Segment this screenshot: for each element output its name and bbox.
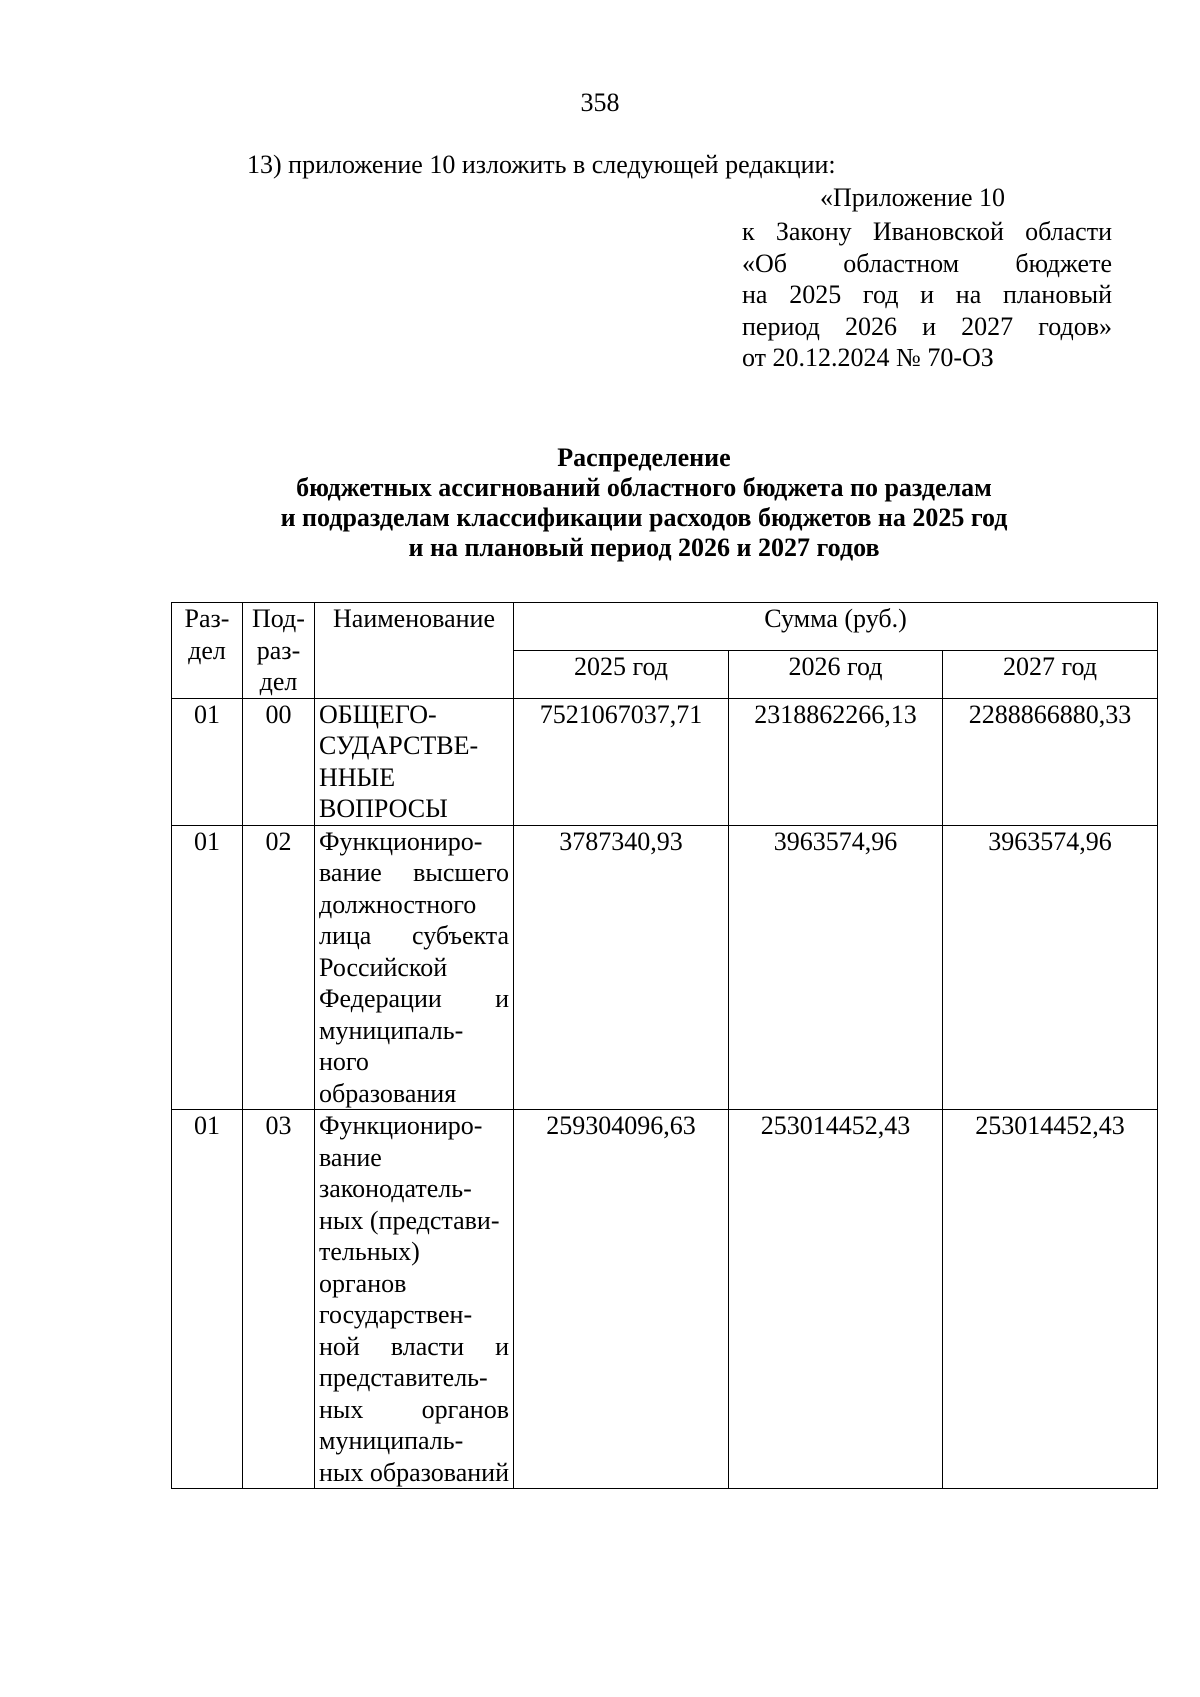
header-name: Наименование	[315, 603, 514, 699]
header-section: Раз- дел	[172, 603, 243, 699]
page-number: 358	[580, 88, 620, 117]
heading-line: Распределение	[557, 443, 731, 472]
appendix-reference	[742, 216, 1112, 374]
appendix-ref-line: период 2026 и 2027 годов»	[742, 311, 1112, 341]
appendix-ref-line: на 2025 год и на плановый	[742, 280, 1112, 309]
cell-amount-2026: 2318862266,13	[729, 698, 943, 825]
header-year-2027: 2027 год	[943, 650, 1158, 698]
appendix-ref-line: «Об областном бюджете	[742, 248, 1112, 278]
table-header-row	[172, 603, 1158, 651]
cell-amount-2025: 3787340,93	[514, 825, 729, 1110]
appendix-ref-line: к Закону Ивановской области	[742, 217, 1112, 246]
heading-line: и на плановый период 2026 и 2027 годов	[408, 533, 880, 562]
header-year-2026: 2026 год	[729, 650, 943, 698]
cell-amount-2026: 3963574,96	[729, 825, 943, 1110]
table-row	[172, 698, 1158, 825]
cell-name: ОБЩЕГО- СУДАРСТВЕ- ННЫЕ ВОПРОСЫ	[315, 698, 514, 825]
cell-amount-2027: 2288866880,33	[943, 698, 1158, 825]
cell-amount-2027: 253014452,43	[943, 1110, 1158, 1489]
header-year-2025: 2025 год	[514, 650, 729, 698]
budget-table	[171, 602, 1158, 1489]
cell-name: Функциониро- вание высшего должностного лица субъекта Российской Федерации и муниципаль- ного образования	[315, 825, 514, 1110]
cell-section: 01	[172, 825, 243, 1110]
cell-subsection: 00	[243, 698, 315, 825]
document-heading	[0, 443, 1200, 563]
cell-subsection: 03	[243, 1110, 315, 1489]
cell-amount-2025: 7521067037,71	[514, 698, 729, 825]
header-amount: Сумма (руб.)	[514, 603, 1158, 651]
cell-amount-2026: 253014452,43	[729, 1110, 943, 1489]
heading-line: и подразделам классификации расходов бюджетов на 2025 год	[280, 503, 1008, 532]
cell-amount-2025: 259304096,63	[514, 1110, 729, 1489]
cell-subsection: 02	[243, 825, 315, 1110]
intro-text: 13) приложение 10 изложить в следующей редакции:	[247, 150, 836, 179]
heading-line: бюджетных ассигнований областного бюджета по разделам	[296, 473, 992, 502]
cell-section: 01	[172, 698, 243, 825]
cell-amount-2027: 3963574,96	[943, 825, 1158, 1110]
appendix-ref-line: от 20.12.2024 № 70-ОЗ	[742, 343, 994, 372]
table-row	[172, 1110, 1158, 1489]
appendix-title: «Приложение 10	[820, 183, 1006, 212]
table-row	[172, 825, 1158, 1110]
cell-section: 01	[172, 1110, 243, 1489]
header-subsection: Под- раз- дел	[243, 603, 315, 699]
cell-name: Функциониро- вание законодатель- ных (представи- тельных) органов государствен- ной власти и представитель- ных органов муниципаль- ных образований	[315, 1110, 514, 1489]
